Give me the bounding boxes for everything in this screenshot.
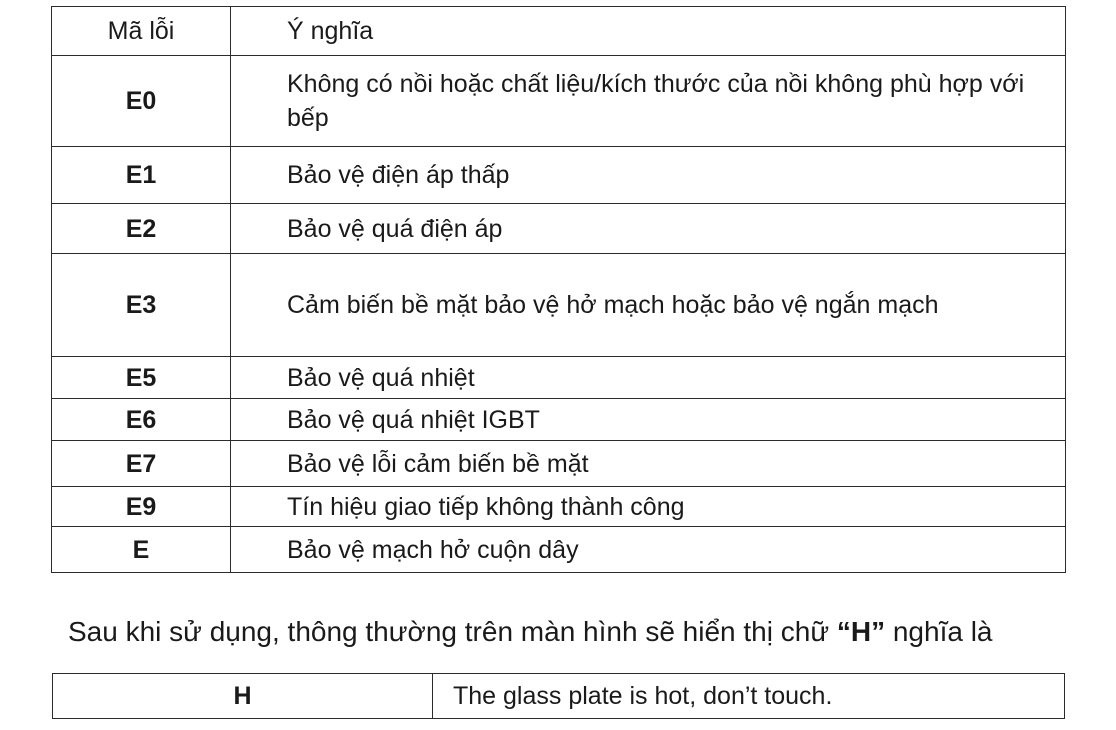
table-row [53,674,1065,719]
table-row [52,487,1066,527]
table-row [52,399,1066,441]
error-code-cell: E2 [52,204,231,254]
error-code-cell: E5 [52,357,231,399]
usage-note-highlight: “H” [836,616,886,647]
table-row [52,357,1066,399]
error-meaning-cell: Bảo vệ quá nhiệt [231,357,1066,399]
usage-note-text: Sau khi sử dụng, thông thường trên màn hình sẽ hiển thị chữ [68,616,837,647]
table-row [52,56,1066,147]
usage-note-ending: nghĩa là [885,616,993,647]
error-code-cell: E [52,527,231,573]
error-code-cell: E7 [52,441,231,487]
table-header-row [52,7,1066,56]
header-meaning: Ý nghĩa [231,7,1066,56]
hot-indicator-meaning: The glass plate is hot, don’t touch. [433,674,1065,719]
error-code-cell: E0 [52,56,231,147]
error-code-cell: E3 [52,254,231,357]
error-code-table [51,6,1066,573]
table-row [52,147,1066,204]
hot-indicator-code: H [53,674,433,719]
error-meaning-cell: Bảo vệ quá nhiệt IGBT [231,399,1066,441]
error-code-cell: E6 [52,399,231,441]
hot-indicator-table [52,673,1065,719]
usage-note [68,614,993,650]
error-meaning-cell: Bảo vệ lỗi cảm biến bề mặt [231,441,1066,487]
table-row [52,527,1066,573]
error-meaning-cell: Bảo vệ mạch hở cuộn dây [231,527,1066,573]
error-meaning-cell: Không có nồi hoặc chất liệu/kích thước của nồi không phù hợp với bếp [231,56,1066,147]
error-meaning-cell: Cảm biến bề mặt bảo vệ hở mạch hoặc bảo vệ ngắn mạch [231,254,1066,357]
table-row [52,204,1066,254]
table-row [52,441,1066,487]
error-meaning-cell: Bảo vệ điện áp thấp [231,147,1066,204]
header-error-code: Mã lỗi [52,7,231,56]
table-row [52,254,1066,357]
error-code-cell: E1 [52,147,231,204]
error-code-cell: E9 [52,487,231,527]
error-meaning-cell: Bảo vệ quá điện áp [231,204,1066,254]
error-meaning-cell: Tín hiệu giao tiếp không thành công [231,487,1066,527]
